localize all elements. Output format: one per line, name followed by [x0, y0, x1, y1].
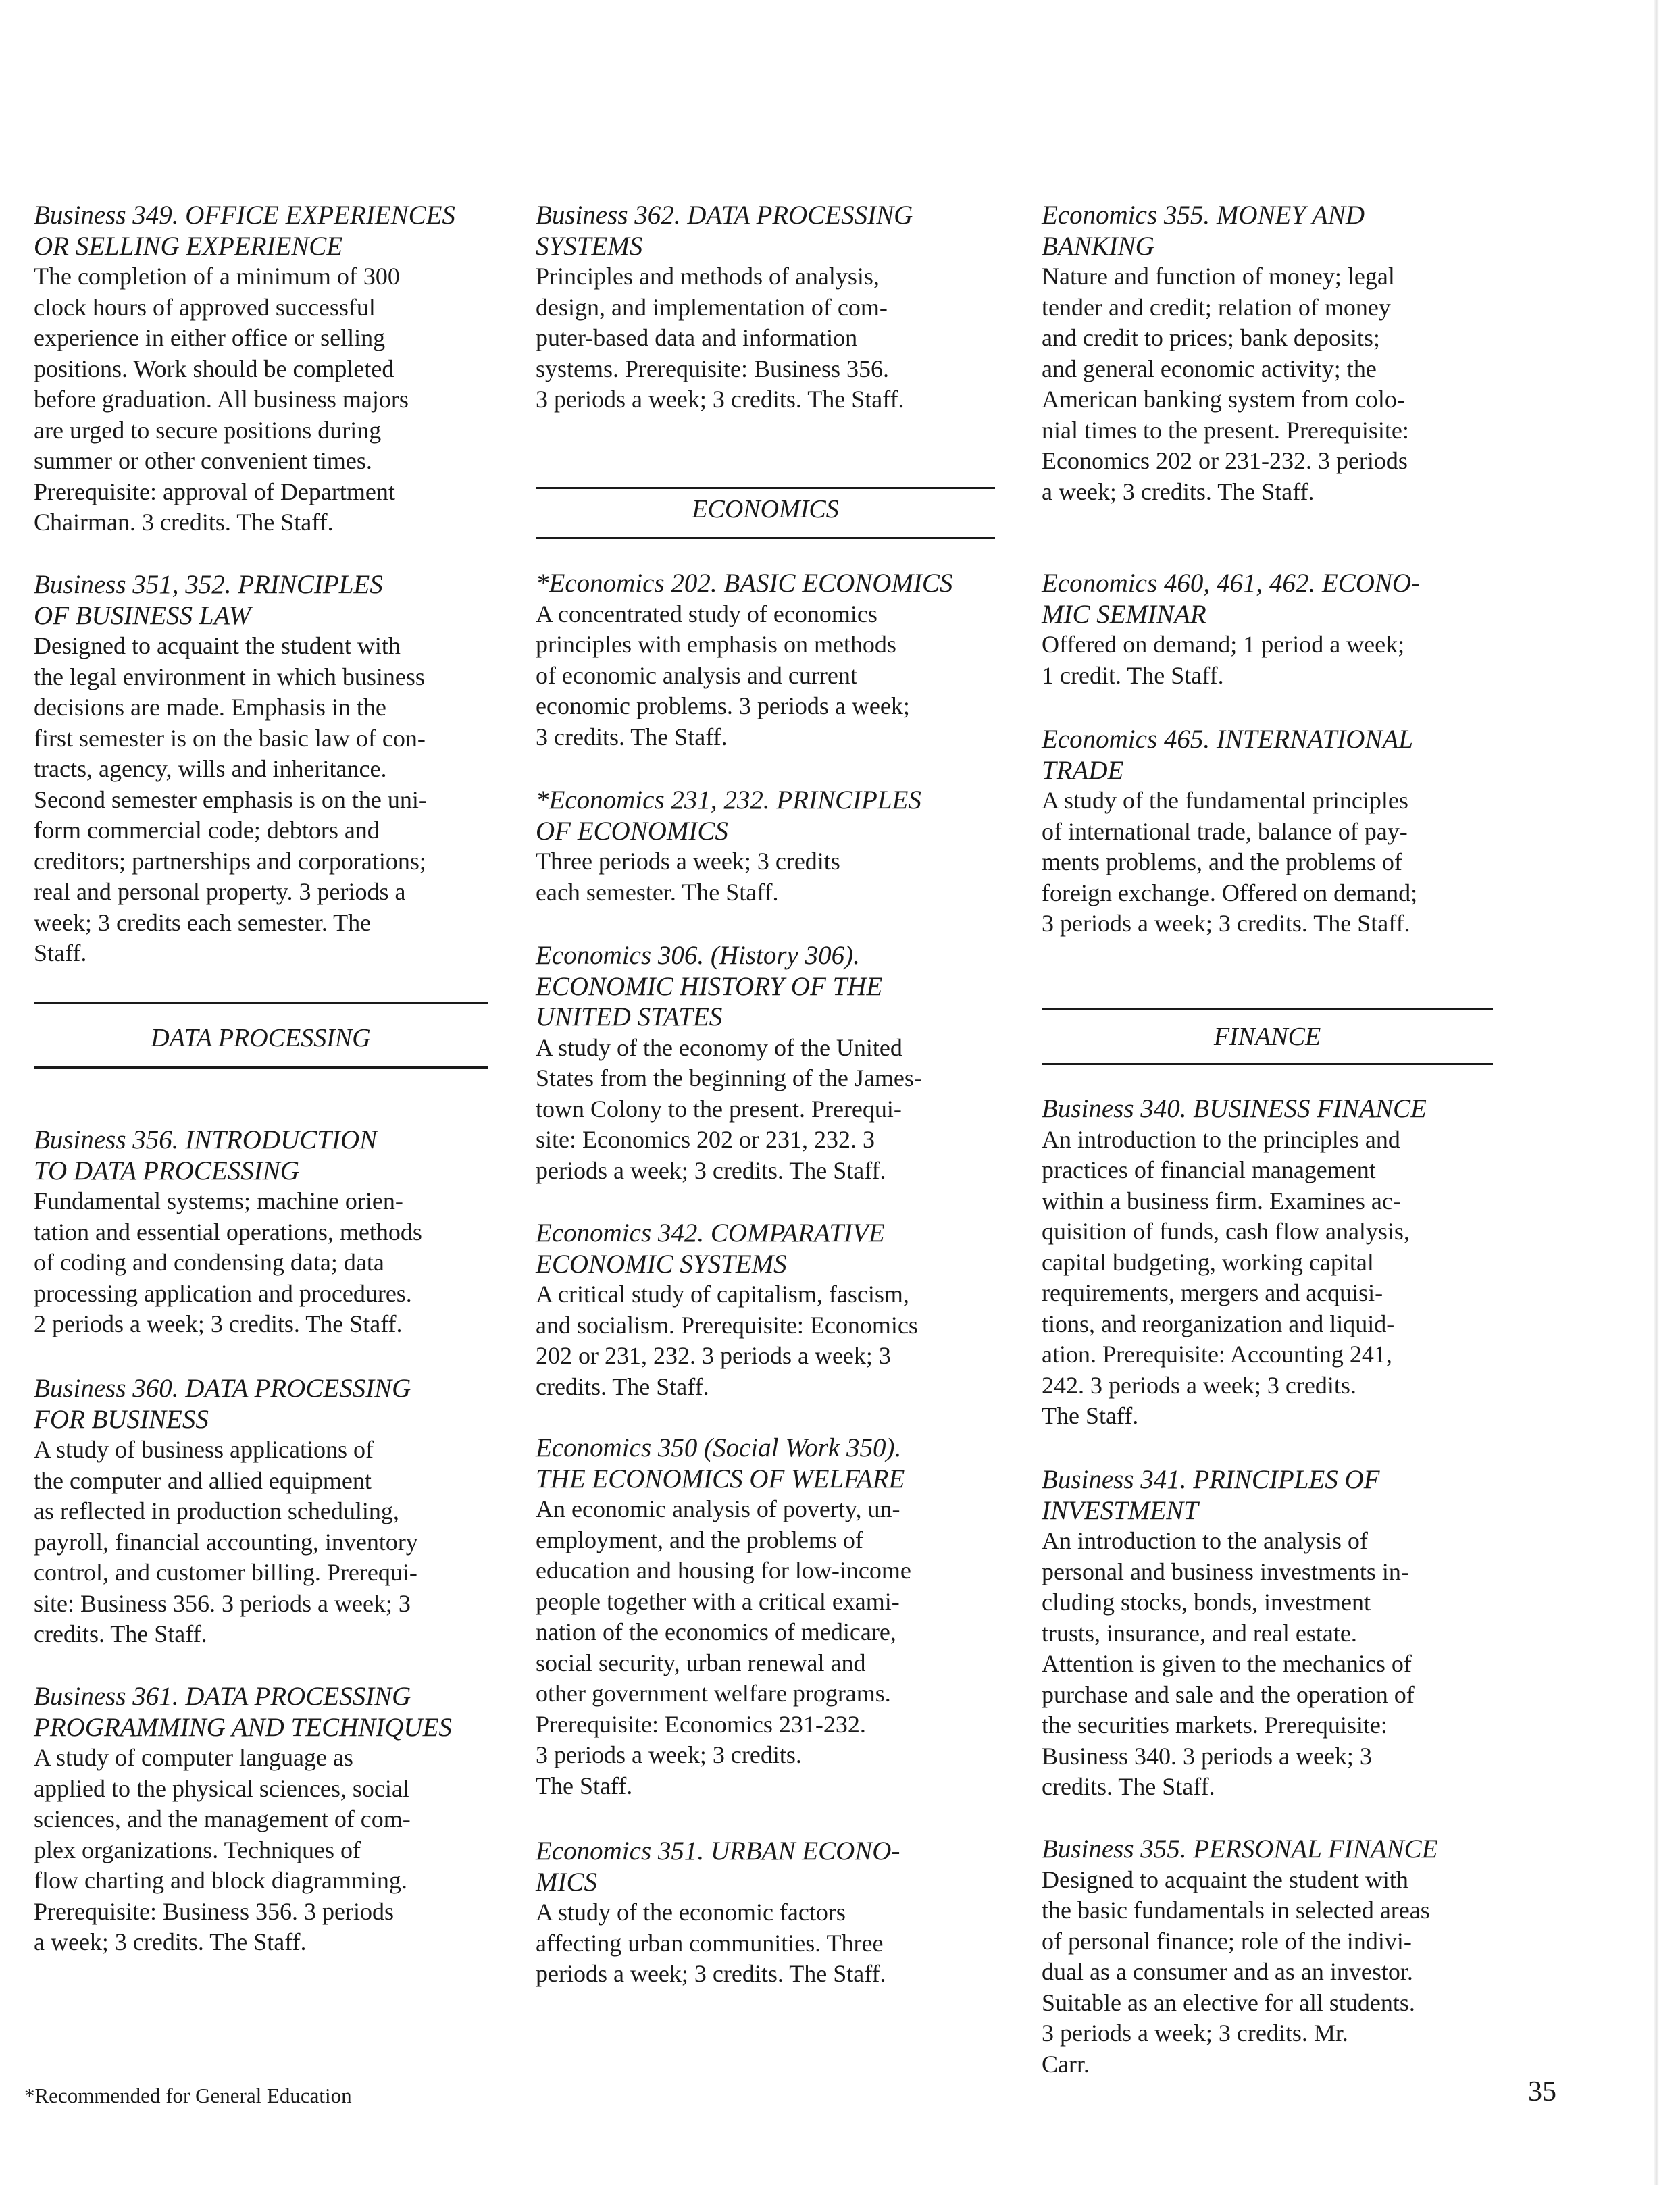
course-economics-231-232 [536, 785, 1009, 908]
course-business-341 [1042, 1464, 1528, 1803]
section-rule-top [1042, 1008, 1493, 1010]
section-rule-top [536, 487, 995, 489]
course-economics-351 [536, 1836, 1009, 1990]
course-title: Economics 350 (Social Work 350). THE ECONOMICS OF WELFARE [536, 1433, 905, 1493]
course-description: An introduction to the analysis of personal and business investments in- cluding stocks, bonds, investment trusts, insurance, and real estate. Attention is given to the mechanics of purchase and sale and the operation of the securities markets. Prerequisite: Business 340. 3 periods a week; 3 credits. The Staff. [1042, 1527, 1415, 1800]
course-business-349 [34, 200, 507, 538]
course-business-362 [536, 200, 1009, 415]
course-description: A study of the economy of the United States from the beginning of the James- town Colony to the present. Prerequi- site: Economics 202 or 231, 232. 3 periods a week; 3 credits. The Staff. [536, 1033, 922, 1184]
course-title: Business 340. BUSINESS FINANCE [1042, 1094, 1427, 1123]
course-title: Business 351, 352. PRINCIPLES OF BUSINESS LAW [34, 570, 383, 630]
course-business-340 [1042, 1094, 1528, 1432]
section-rule-bottom [536, 537, 995, 539]
course-title: Economics 460, 461, 462. ECONO- MIC SEMINAR [1042, 569, 1421, 629]
course-business-355 [1042, 1834, 1528, 2080]
course-business-361 [34, 1681, 507, 1958]
course-description: Nature and function of money; legal tender and credit; relation of money and credit to prices; bank deposits; and general economic activity; the American banking system from colo- nial times to the present. Prerequisite: Economics 202 or 231-232. 3 periods a week; 3 credits. The Staff. [1042, 263, 1409, 505]
course-title: Economics 465. INTERNATIONAL TRADE [1042, 725, 1413, 785]
course-title: Business 355. PERSONAL FINANCE [1042, 1834, 1438, 1863]
course-economics-350 [536, 1433, 1009, 1801]
course-description: Offered on demand; 1 period a week; 1 credit. The Staff. [1042, 631, 1405, 689]
course-description: Three periods a week; 3 credits each semester. The Staff. [536, 848, 840, 906]
course-economics-202 [536, 568, 1009, 752]
course-title: Economics 355. MONEY AND BANKING [1042, 201, 1365, 261]
course-description: A study of the fundamental principles of international trade, balance of pay- ments problems, and the problems of foreign exchange. Offered on demand; 3 periods a week; 3 credits. The Staff. [1042, 787, 1418, 937]
course-title: Economics 342. COMPARATIVE ECONOMIC SYSTEMS [536, 1218, 885, 1279]
course-economics-342 [536, 1218, 1009, 1402]
section-rule-top [34, 1002, 488, 1004]
course-title: Economics 351. URBAN ECONO- MICS [536, 1836, 900, 1897]
course-description: An introduction to the principles and practices of financial management within a business firm. Examines ac- quisition of funds, cash flow analysis, capital budgeting, working capital requirements, mergers and acquisi- tions, and reorganization and liquid- ation. Prerequisite: Accounting 241, 242. 3 periods a week; 3 credits. The Staff. [1042, 1125, 1410, 1429]
course-economics-306 [536, 940, 1009, 1186]
course-title: *Economics 202. BASIC ECONOMICS [536, 569, 953, 598]
course-description: A study of the economic factors affecting urban communities. Three periods a week; 3 credits. The Staff. [536, 1899, 886, 1987]
footnote: *Recommended for General Education [24, 2084, 352, 2107]
course-title: Economics 306. (History 306). ECONOMIC HISTORY OF THE UNITED STATES [536, 941, 883, 1031]
course-title: Business 349. OFFICE EXPERIENCES OR SELLING EXPERIENCE [34, 201, 455, 261]
course-business-351-352 [34, 569, 507, 969]
course-economics-355 [1042, 200, 1528, 507]
section-title: ECONOMICS [692, 495, 839, 523]
course-description: A concentrated study of economics principles with emphasis on methods of economic analysis and current economic problems. 3 periods a week; 3 credits. The Staff. [536, 600, 910, 750]
section-rule-bottom [34, 1066, 488, 1069]
course-economics-460-461-462 [1042, 568, 1528, 691]
course-description: Designed to acquaint the student with the legal environment in which business decisions are made. Emphasis in the first semester is on the basic law of con- tracts, agency, wills and inheritance. Second semester emphasis is on the uni- form commercial code; debtors and creditors; partnerships and corporations; real and personal property. 3 periods a week; 3 credits each semester. The Staff. [34, 632, 427, 967]
course-description: Fundamental systems; machine orien- tation and essential operations, methods of coding and condensing data; data processing application and procedures. 2 periods a week; 3 credits. The Staff. [34, 1187, 422, 1337]
course-description: Principles and methods of analysis, design, and implementation of com- puter-based data and information systems. Prerequisite: Business 356. 3 periods a week; 3 credits. The Staff. [536, 263, 905, 413]
section-title: DATA PROCESSING [151, 1024, 371, 1052]
course-description: A critical study of capitalism, fascism, and socialism. Prerequisite: Economics 202 or 231, 232. 3 periods a week; 3 credits. The Staff. [536, 1281, 918, 1400]
course-description: An economic analysis of poverty, un- employment, and the problems of education and housing for low-income people together with a critical exami- nation of the economics of medicare, social security, urban renewal and other government welfare programs. Prerequisite: Economics 231-232. 3 periods a week; 3 credits. The Staff. [536, 1495, 911, 1799]
course-title: Business 360. DATA PROCESSING FOR BUSINESS [34, 1374, 411, 1434]
section-rule-bottom [1042, 1063, 1493, 1065]
course-business-356 [34, 1125, 507, 1340]
course-description: Designed to acquaint the student with the basic fundamentals in selected areas of personal finance; role of the indivi- dual as a consumer and as an investor. Suitable as an elective for all students. 3 periods a week; 3 credits. Mr. Carr. [1042, 1866, 1430, 2078]
course-description: A study of computer language as applied to the physical sciences, social sciences, and the management of com- plex organizations. Techniques of flow charting and block diagramming. Prerequisite: Business 356. 3 periods a week; 3 credits. The Staff. [34, 1744, 411, 1955]
course-business-360 [34, 1373, 507, 1650]
course-title: Business 341. PRINCIPLES OF INVESTMENT [1042, 1465, 1380, 1525]
course-description: The completion of a minimum of 300 clock hours of approved successful experience in either office or selling positions. Work should be completed before graduation. All business majors are urged to secure positions during summer or other convenient times. Prerequisite: approval of Department Chairman. 3 credits. The Staff. [34, 263, 409, 536]
page-number: 35 [1528, 2076, 1556, 2107]
course-description: A study of business applications of the computer and allied equipment as reflected in production scheduling, payroll, financial accounting, inventory control, and customer billing. Prerequi- site: Business 356. 3 periods a week; 3 credits. The Staff. [34, 1436, 418, 1647]
course-economics-465 [1042, 724, 1528, 940]
page-edge-shadow [1654, 0, 1659, 2185]
course-title: Business 356. INTRODUCTION TO DATA PROCESSING [34, 1125, 378, 1185]
course-title: *Economics 231, 232. PRINCIPLES OF ECONOMICS [536, 786, 921, 846]
section-title: FINANCE [1213, 1023, 1321, 1051]
course-title: Business 361. DATA PROCESSING PROGRAMMING AND TECHNIQUES [34, 1682, 452, 1742]
course-title: Business 362. DATA PROCESSING SYSTEMS [536, 201, 913, 261]
